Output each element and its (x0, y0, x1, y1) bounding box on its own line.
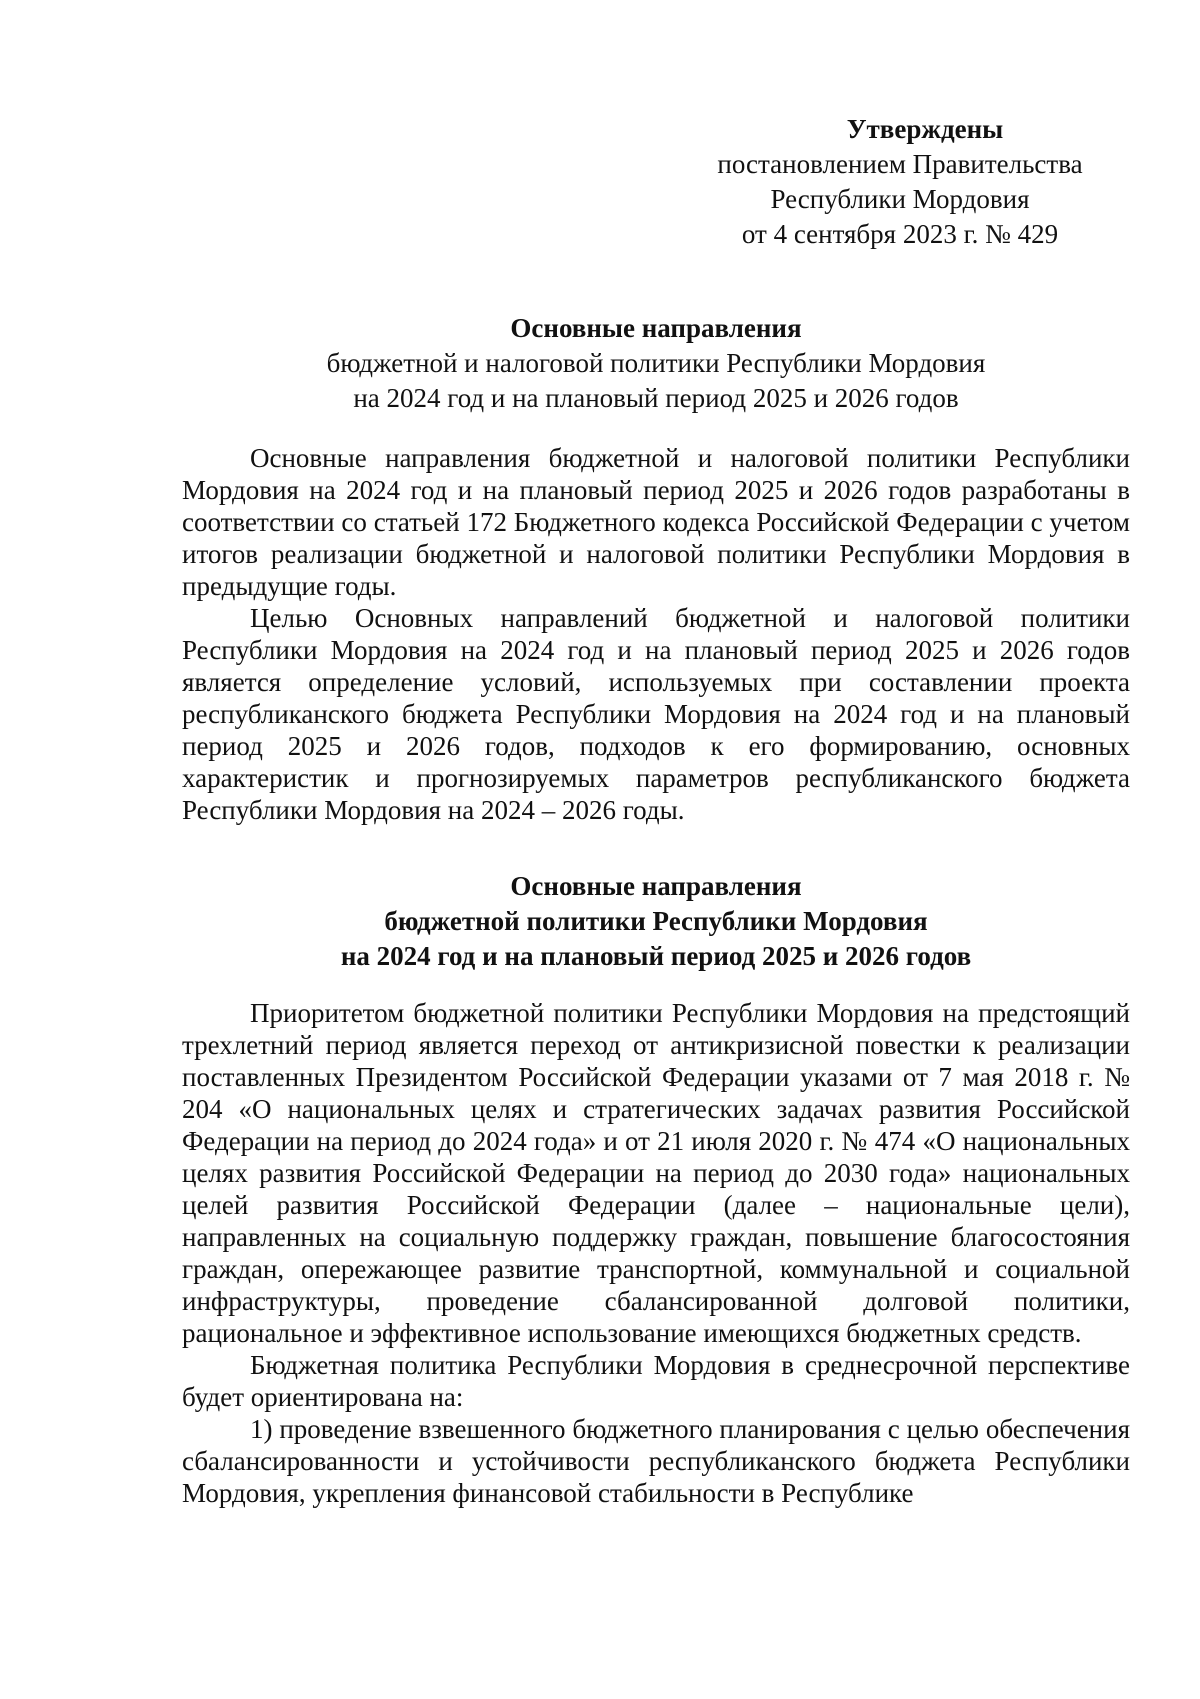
approval-line-1: постановлением Правительства (717, 149, 1083, 179)
main-title-line-3: на 2024 год и на плановый период 2025 и 2026 годов (353, 383, 959, 413)
section-paragraph-2: Бюджетная политика Республики Мордовия в среднесрочной перспективе будет ориентирована на: (182, 1350, 1130, 1412)
intro-section (182, 442, 1130, 826)
section-paragraph-3: 1) проведение взвешенного бюджетного планирования с целью обеспечения сбалансированности и устойчивости республиканского бюджета Республики Мордовия, укрепления финансовой стабильности в Республике (182, 1414, 1130, 1508)
section-title-line-1: Основные направления (510, 871, 802, 901)
main-title-line-2: бюджетной и налоговой политики Республики Мордовия (326, 348, 986, 378)
approval-line-2: Республики Мордовия (770, 184, 1030, 214)
section-title-line-3: на 2024 год и на плановый период 2025 и 2026 годов (340, 941, 972, 971)
section-title-line-2: бюджетной политики Республики Мордовия (384, 906, 928, 936)
main-title (182, 311, 1130, 416)
approval-stamp (700, 112, 1100, 252)
budget-policy-section (182, 997, 1130, 1509)
approval-heading: Утверждены (846, 114, 1004, 144)
intro-paragraph-1: Основные направления бюджетной и налоговой политики Республики Мордовия на 2024 год и на плановый период 2025 и 2026 годов разработаны в соответствии со статьей 172 Бюджетного кодекса Российской Федерации с учетом итогов реализации бюджетной и налоговой политики Республики Мордовия в предыдущие годы. (182, 443, 1130, 601)
main-title-line-1: Основные направления (510, 313, 802, 343)
section-title (182, 869, 1130, 974)
intro-paragraph-2: Целью Основных направлений бюджетной и налоговой политики Республики Мордовия на 2024 год и на плановый период 2025 и 2026 годов является определение условий, используемых при составлении проекта республиканского бюджета Республики Мордовия на 2024 год и на плановый период 2025 и 2026 годов, подходов к его формированию, основных характеристик и прогнозируемых параметров республиканского бюджета Республики Мордовия на 2024 – 2026 годы. (182, 603, 1130, 825)
section-paragraph-1: Приоритетом бюджетной политики Республики Мордовия на предстоящий трехлетний период является переход от антикризисной повестки к реализации поставленных Президентом Российской Федерации указами от 7 мая 2018 г. № 204 «О национальных целях и стратегических задачах развития Российской Федерации на период до 2024 года» и от 21 июля 2020 г. № 474 «О национальных целях развития Российской Федерации на период до 2030 года» национальных целей развития Российской Федерации (далее – национальные цели), направленных на социальную поддержку граждан, повышение благосостояния граждан, опережающее развитие транспортной, коммунальной и социальной инфраструктуры, проведение сбалансированной долговой политики, рациональное и эффективное использование имеющихся бюджетных средств. (182, 998, 1130, 1348)
approval-line-3: от 4 сентября 2023 г. № 429 (741, 219, 1059, 249)
